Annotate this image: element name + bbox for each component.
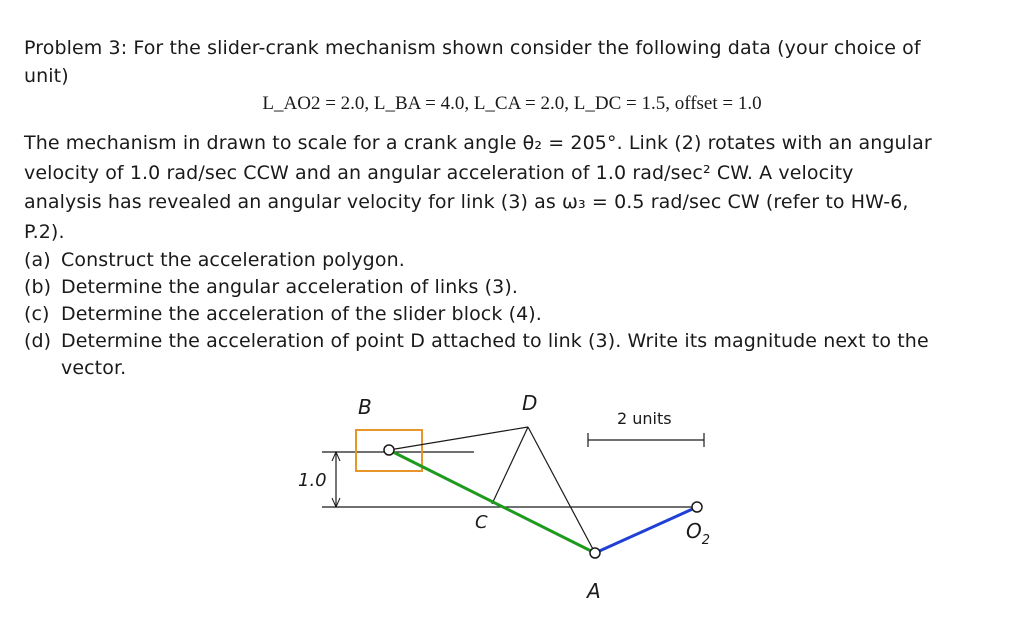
part-d-continuation: vector.: [61, 357, 127, 379]
part-a-text: Construct the acceleration polygon.: [61, 249, 405, 271]
coupler-link-ba: [389, 450, 595, 553]
link-da: [528, 427, 595, 553]
label-c: C: [475, 512, 488, 533]
joint-b: [384, 445, 394, 455]
problem-title: Problem 3:: [24, 37, 128, 59]
label-o-subscript: 2: [701, 533, 711, 548]
body-line-1: The mechanism in drawn to scale for a crank angle θ₂ = 205°. Link (2) rotates with an angular: [24, 132, 932, 154]
label-o2: [686, 519, 710, 548]
label-b: B: [358, 395, 372, 419]
label-d: D: [522, 391, 538, 415]
joint-o2: [692, 502, 702, 512]
intro-line-2: unit): [24, 65, 69, 87]
part-d-text: Determine the acceleration of point D attached to link (3). Write its magnitude next to the: [61, 330, 929, 352]
link-dc: [492, 427, 528, 504]
intro-text-1: For the slider-crank mechanism shown consider the following data (your choice of: [127, 37, 921, 59]
part-a-label: (a): [24, 249, 51, 271]
offset-label: 1.0: [298, 470, 327, 491]
body-line-4: P.2).: [24, 221, 65, 243]
label-o: O: [686, 519, 702, 543]
part-b-text: Determine the angular acceleration of links (3).: [61, 276, 519, 298]
scale-label: 2 units: [617, 409, 672, 428]
body-line-2: velocity of 1.0 rad/sec CCW and an angular acceleration of 1.0 rad/sec² CW. A velocity: [24, 162, 854, 184]
body-line-3: analysis has revealed an angular velocity for link (3) as ω₃ = 0.5 rad/sec CW (refer to HW-6,: [24, 191, 909, 213]
part-b-label: (b): [24, 276, 52, 298]
joint-a: [590, 548, 600, 558]
label-a: A: [587, 579, 601, 603]
part-c-text: Determine the acceleration of the slider block (4).: [61, 303, 542, 325]
crank-link-o2a: [595, 507, 697, 553]
part-d-label: (d): [24, 330, 52, 352]
given-data-equation: L_AO2 = 2.0, L_BA = 4.0, L_CA = 2.0, L_DC = 1.5, offset = 1.0: [262, 93, 762, 114]
part-c-label: (c): [24, 303, 50, 325]
